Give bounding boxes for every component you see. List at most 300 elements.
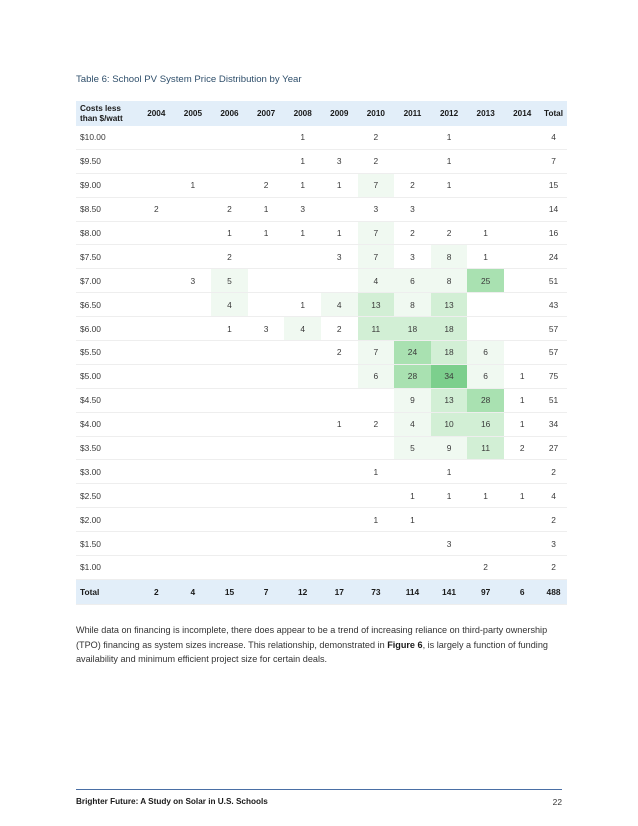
table-cell — [358, 484, 395, 508]
header-year: 2012 — [431, 101, 468, 126]
table-cell — [394, 126, 431, 149]
page-number: 22 — [552, 797, 562, 807]
table-cell — [504, 269, 541, 293]
table-cell — [138, 460, 175, 484]
table-cell: 1 — [431, 484, 468, 508]
table-cell — [211, 341, 248, 365]
table-cell: 28 — [467, 388, 504, 412]
row-total-cell: 51 — [541, 388, 567, 412]
row-total-cell: 51 — [541, 269, 567, 293]
table-cell — [504, 317, 541, 341]
table-row — [76, 436, 567, 460]
table-cell: 2 — [248, 173, 285, 197]
table-row — [76, 532, 567, 556]
table-cell — [504, 173, 541, 197]
table-cell — [175, 245, 212, 269]
table-cell: 6 — [467, 364, 504, 388]
total-cell: 17 — [321, 579, 358, 604]
table-cell — [321, 508, 358, 532]
table-cell: 5 — [211, 269, 248, 293]
table-cell — [321, 484, 358, 508]
table-cell: 1 — [394, 508, 431, 532]
table-cell: 18 — [431, 341, 468, 365]
table-cell: 1 — [504, 412, 541, 436]
table-cell: 2 — [504, 436, 541, 460]
table-cell: 9 — [431, 436, 468, 460]
table-cell — [504, 197, 541, 221]
table-cell: 11 — [358, 317, 395, 341]
table-cell — [248, 484, 285, 508]
table-cell: 8 — [431, 245, 468, 269]
table-cell — [211, 532, 248, 556]
row-cost-label: $6.00 — [76, 317, 138, 341]
table-cell: 7 — [358, 341, 395, 365]
table-cell — [394, 532, 431, 556]
table-cell — [358, 388, 395, 412]
header-year: 2013 — [467, 101, 504, 126]
table-cell — [431, 556, 468, 580]
table-cell — [138, 364, 175, 388]
table-cell: 3 — [431, 532, 468, 556]
table-cell: 1 — [284, 173, 321, 197]
table-cell — [284, 460, 321, 484]
header-total: Total — [541, 101, 567, 126]
row-total-cell: 3 — [541, 532, 567, 556]
table-cell: 1 — [284, 126, 321, 149]
header-year: 2011 — [394, 101, 431, 126]
total-label: Total — [76, 579, 138, 604]
table-cell — [467, 173, 504, 197]
table-cell: 2 — [358, 412, 395, 436]
table-cell: 1 — [504, 388, 541, 412]
row-cost-label: $9.00 — [76, 173, 138, 197]
header-year: 2009 — [321, 101, 358, 126]
table-cell — [248, 556, 285, 580]
table-row — [76, 556, 567, 580]
table-row — [76, 149, 567, 173]
total-cell: 4 — [175, 579, 212, 604]
table-caption: Table 6: School PV System Price Distribution by Year — [76, 74, 302, 85]
table-cell: 1 — [284, 149, 321, 173]
total-cell: 488 — [541, 579, 567, 604]
table-cell: 3 — [321, 245, 358, 269]
table-cell — [175, 484, 212, 508]
table-cell — [211, 173, 248, 197]
table-cell — [504, 341, 541, 365]
table-cell — [138, 484, 175, 508]
table-cell: 1 — [358, 508, 395, 532]
table-cell — [248, 388, 285, 412]
table-cell: 18 — [394, 317, 431, 341]
table-cell — [467, 508, 504, 532]
table-cell: 1 — [358, 460, 395, 484]
table-cell: 2 — [394, 173, 431, 197]
table-cell — [248, 245, 285, 269]
table-row — [76, 412, 567, 436]
table-cell — [248, 269, 285, 293]
table-cell — [175, 364, 212, 388]
table-cell: 1 — [467, 221, 504, 245]
table-cell: 2 — [211, 197, 248, 221]
table-cell: 5 — [394, 436, 431, 460]
table-cell — [321, 532, 358, 556]
table-cell — [321, 460, 358, 484]
table-cell — [248, 436, 285, 460]
table-cell — [138, 436, 175, 460]
table-cell — [394, 556, 431, 580]
table-cell: 1 — [284, 293, 321, 317]
table-cell — [248, 341, 285, 365]
table-cell — [321, 556, 358, 580]
row-cost-label: $4.50 — [76, 388, 138, 412]
table-cell — [138, 388, 175, 412]
table-cell — [175, 341, 212, 365]
table-cell — [175, 126, 212, 149]
row-cost-label: $10.00 — [76, 126, 138, 149]
table-cell: 1 — [467, 484, 504, 508]
table-cell — [211, 460, 248, 484]
table-cell: 2 — [358, 126, 395, 149]
row-total-cell: 24 — [541, 245, 567, 269]
table-cell: 1 — [321, 412, 358, 436]
table-cell — [431, 197, 468, 221]
table-cell: 13 — [358, 293, 395, 317]
table-cell — [284, 341, 321, 365]
table-cell — [211, 484, 248, 508]
table-cell: 3 — [284, 197, 321, 221]
body-paragraph — [76, 623, 566, 667]
table-row — [76, 221, 567, 245]
header-year: 2010 — [358, 101, 395, 126]
row-total-cell: 4 — [541, 484, 567, 508]
table-cell — [504, 460, 541, 484]
row-total-cell: 43 — [541, 293, 567, 317]
table-cell — [175, 532, 212, 556]
table-cell — [321, 126, 358, 149]
table-cell: 3 — [394, 197, 431, 221]
table-cell: 1 — [248, 197, 285, 221]
row-cost-label: $3.50 — [76, 436, 138, 460]
table-cell: 2 — [211, 245, 248, 269]
table-cell — [284, 388, 321, 412]
table-cell: 1 — [321, 221, 358, 245]
table-cell — [504, 126, 541, 149]
header-year: 2004 — [138, 101, 175, 126]
table-cell: 2 — [358, 149, 395, 173]
table-cell — [394, 149, 431, 173]
table-cell — [138, 412, 175, 436]
table-cell: 9 — [394, 388, 431, 412]
table-total-row — [76, 579, 567, 604]
table-cell: 6 — [394, 269, 431, 293]
table-cell — [138, 149, 175, 173]
total-cell: 2 — [138, 579, 175, 604]
table-cell — [284, 556, 321, 580]
total-cell: 7 — [248, 579, 285, 604]
table-cell: 2 — [321, 341, 358, 365]
table-cell: 4 — [394, 412, 431, 436]
table-cell — [248, 412, 285, 436]
table-cell — [211, 556, 248, 580]
table-cell — [504, 221, 541, 245]
table-cell — [284, 436, 321, 460]
table-row — [76, 341, 567, 365]
table-cell — [284, 484, 321, 508]
header-year: 2007 — [248, 101, 285, 126]
table-cell — [211, 364, 248, 388]
table-row — [76, 388, 567, 412]
table-cell — [211, 436, 248, 460]
table-row — [76, 293, 567, 317]
table-cell — [284, 269, 321, 293]
header-year: 2014 — [504, 101, 541, 126]
table-row — [76, 245, 567, 269]
table-cell — [284, 412, 321, 436]
table-cell — [175, 412, 212, 436]
table-cell: 8 — [431, 269, 468, 293]
header-year: 2006 — [211, 101, 248, 126]
table-cell: 2 — [431, 221, 468, 245]
row-total-cell: 57 — [541, 341, 567, 365]
table-cell: 1 — [211, 221, 248, 245]
table-cell: 4 — [358, 269, 395, 293]
table-cell — [175, 221, 212, 245]
table-cell — [248, 532, 285, 556]
table-cell: 3 — [394, 245, 431, 269]
table-cell: 7 — [358, 221, 395, 245]
table-cell: 1 — [431, 126, 468, 149]
table-cell: 10 — [431, 412, 468, 436]
table-cell — [284, 532, 321, 556]
figure-6-link[interactable]: Figure 6 — [387, 639, 423, 650]
table-cell: 16 — [467, 412, 504, 436]
table-cell — [175, 293, 212, 317]
table-cell — [284, 245, 321, 269]
table-row — [76, 460, 567, 484]
table-cell — [431, 508, 468, 532]
total-cell: 6 — [504, 579, 541, 604]
row-cost-label: $8.00 — [76, 221, 138, 245]
table-cell — [467, 149, 504, 173]
table-cell: 2 — [321, 317, 358, 341]
table-cell: 2 — [394, 221, 431, 245]
table-cell — [175, 508, 212, 532]
table-cell: 3 — [321, 149, 358, 173]
table-cell — [394, 460, 431, 484]
row-cost-label: $6.50 — [76, 293, 138, 317]
table-cell — [138, 269, 175, 293]
row-cost-label: $5.50 — [76, 341, 138, 365]
table-cell: 11 — [467, 436, 504, 460]
table-cell: 3 — [248, 317, 285, 341]
table-cell: 24 — [394, 341, 431, 365]
table-cell: 1 — [248, 221, 285, 245]
table-cell — [504, 293, 541, 317]
table-cell — [211, 412, 248, 436]
table-cell: 1 — [467, 245, 504, 269]
table-cell — [504, 245, 541, 269]
header-year: 2005 — [175, 101, 212, 126]
table-cell — [175, 556, 212, 580]
table-cell — [248, 293, 285, 317]
table-cell — [467, 460, 504, 484]
table-row — [76, 364, 567, 388]
table-cell — [211, 508, 248, 532]
row-total-cell: 14 — [541, 197, 567, 221]
table-cell — [248, 460, 285, 484]
table-row — [76, 197, 567, 221]
header-cost-threshold: Costs less than $/watt — [76, 101, 138, 126]
table-cell: 7 — [358, 173, 395, 197]
row-total-cell: 15 — [541, 173, 567, 197]
table-row — [76, 269, 567, 293]
table-cell — [321, 197, 358, 221]
table-cell — [138, 508, 175, 532]
table-cell: 6 — [467, 341, 504, 365]
table-cell — [175, 149, 212, 173]
row-cost-label: $2.00 — [76, 508, 138, 532]
table-cell — [321, 388, 358, 412]
row-total-cell: 2 — [541, 508, 567, 532]
paragraph-text-2: , is largely a function of funding availability and minimum efficient project size for certain deals. — [76, 639, 548, 665]
table-header-row — [76, 101, 567, 126]
table-cell — [138, 221, 175, 245]
table-cell: 6 — [358, 364, 395, 388]
table-cell: 18 — [431, 317, 468, 341]
table-row — [76, 508, 567, 532]
row-total-cell: 75 — [541, 364, 567, 388]
table-cell: 13 — [431, 388, 468, 412]
table-cell — [358, 556, 395, 580]
table-cell — [284, 364, 321, 388]
table-cell — [175, 197, 212, 221]
table-cell: 1 — [431, 149, 468, 173]
total-cell: 73 — [358, 579, 395, 604]
table-cell — [138, 341, 175, 365]
row-cost-label: $1.00 — [76, 556, 138, 580]
row-total-cell: 2 — [541, 460, 567, 484]
table-cell — [467, 126, 504, 149]
total-cell: 12 — [284, 579, 321, 604]
table-cell — [467, 197, 504, 221]
total-cell: 141 — [431, 579, 468, 604]
table-cell: 4 — [211, 293, 248, 317]
table-cell: 8 — [394, 293, 431, 317]
table-cell: 3 — [175, 269, 212, 293]
table-cell — [321, 364, 358, 388]
table-cell: 2 — [467, 556, 504, 580]
table-cell — [504, 556, 541, 580]
table-cell — [175, 436, 212, 460]
footer-divider — [76, 789, 562, 790]
table-body — [76, 126, 567, 604]
total-cell: 114 — [394, 579, 431, 604]
table-cell — [138, 293, 175, 317]
table-cell — [138, 126, 175, 149]
table-cell: 1 — [321, 173, 358, 197]
table-cell: 3 — [358, 197, 395, 221]
table-cell — [504, 532, 541, 556]
table-cell — [211, 149, 248, 173]
table-row — [76, 126, 567, 149]
table-cell: 7 — [358, 245, 395, 269]
table-cell — [467, 532, 504, 556]
row-total-cell: 34 — [541, 412, 567, 436]
row-total-cell: 7 — [541, 149, 567, 173]
table-cell — [175, 388, 212, 412]
table-row — [76, 173, 567, 197]
row-total-cell: 16 — [541, 221, 567, 245]
table-cell: 1 — [504, 484, 541, 508]
table-cell — [211, 126, 248, 149]
table-cell — [467, 317, 504, 341]
table-cell — [138, 245, 175, 269]
table-row — [76, 317, 567, 341]
table-cell: 25 — [467, 269, 504, 293]
table-cell — [504, 149, 541, 173]
row-cost-label: $4.00 — [76, 412, 138, 436]
header-year: 2008 — [284, 101, 321, 126]
table-cell: 2 — [138, 197, 175, 221]
row-total-cell: 2 — [541, 556, 567, 580]
table-cell — [248, 364, 285, 388]
table-cell — [358, 532, 395, 556]
row-cost-label: $1.50 — [76, 532, 138, 556]
row-cost-label: $8.50 — [76, 197, 138, 221]
row-cost-label: $7.50 — [76, 245, 138, 269]
row-total-cell: 57 — [541, 317, 567, 341]
table-cell — [248, 126, 285, 149]
table-cell: 1 — [431, 173, 468, 197]
table-cell: 1 — [394, 484, 431, 508]
table-cell — [358, 436, 395, 460]
row-cost-label: $2.50 — [76, 484, 138, 508]
row-cost-label: $5.00 — [76, 364, 138, 388]
table-cell: 28 — [394, 364, 431, 388]
row-total-cell: 4 — [541, 126, 567, 149]
table-cell — [467, 293, 504, 317]
table-row — [76, 484, 567, 508]
table-cell — [175, 317, 212, 341]
table-cell: 4 — [321, 293, 358, 317]
paragraph-text-1: While data on financing is incomplete, there does appear to be a trend of increasing reliance on third-party ownership (TPO) financing as system sizes increase. This relationship, demonstrated in — [76, 625, 548, 650]
footer-title: Brighter Future: A Study on Solar in U.S. Schools — [76, 797, 268, 806]
table-cell — [138, 173, 175, 197]
price-distribution-table — [76, 101, 567, 605]
table-cell — [138, 532, 175, 556]
row-cost-label: $3.00 — [76, 460, 138, 484]
table-cell — [284, 508, 321, 532]
table-cell: 1 — [175, 173, 212, 197]
table-cell — [138, 556, 175, 580]
row-cost-label: $7.00 — [76, 269, 138, 293]
table-cell — [321, 269, 358, 293]
table-cell — [321, 436, 358, 460]
row-total-cell: 27 — [541, 436, 567, 460]
row-cost-label: $9.50 — [76, 149, 138, 173]
table-cell: 13 — [431, 293, 468, 317]
table-cell — [211, 388, 248, 412]
table-cell: 1 — [211, 317, 248, 341]
table-cell: 4 — [284, 317, 321, 341]
table-cell: 1 — [504, 364, 541, 388]
table-cell — [248, 149, 285, 173]
table-cell: 1 — [284, 221, 321, 245]
table-cell — [175, 460, 212, 484]
table-cell — [138, 317, 175, 341]
table-cell — [504, 508, 541, 532]
total-cell: 97 — [467, 579, 504, 604]
